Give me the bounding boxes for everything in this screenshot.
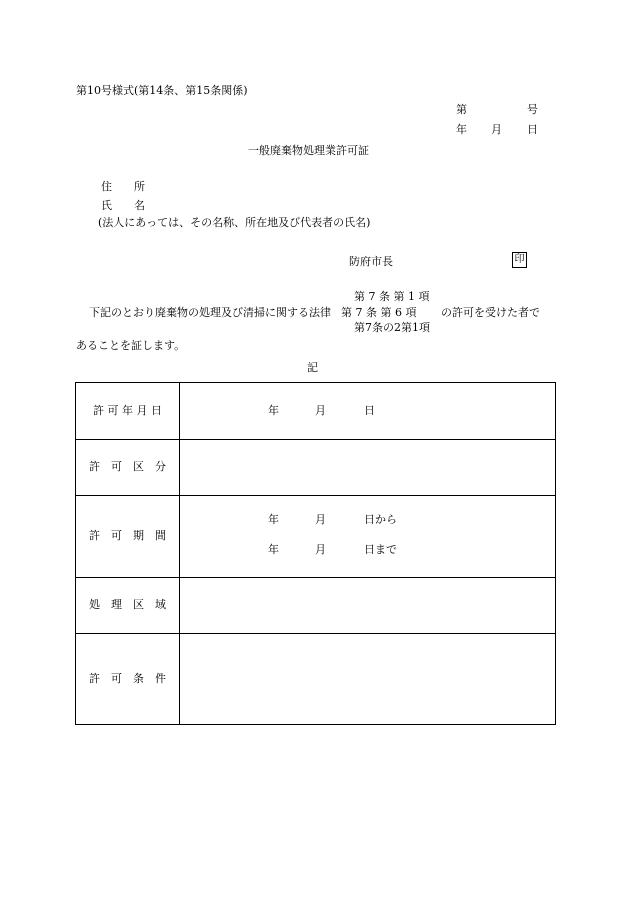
row-label-permit-date: 許 可 年 月 日: [93, 404, 162, 417]
mayor-title: 防府市長: [349, 255, 393, 268]
table-row-divider: [76, 577, 555, 578]
row-label-processing-area: 処 理 区 域: [89, 598, 166, 611]
form-label: 第10号様式(第14条、第15条関係): [76, 84, 248, 97]
article-line-2: 第 7 条 第 6 項: [341, 306, 417, 319]
row-label-permit-conditions: 許 可 条 件: [89, 672, 166, 685]
permit-date-day: 日: [364, 404, 375, 417]
table-row-divider: [76, 439, 555, 440]
article-line-3: 第7条の2第1項: [354, 321, 430, 334]
table-row-divider: [76, 495, 555, 496]
document-title: 一般廃棄物処理業許可証: [248, 144, 369, 157]
period-from-day: 日から: [364, 513, 397, 526]
name-label: 氏 名: [101, 199, 145, 212]
permit-date-month: 月: [315, 404, 326, 417]
ki-heading: 記: [307, 361, 318, 374]
number-suffix: 号: [527, 103, 538, 116]
period-to-day: 日まで: [364, 543, 397, 556]
row-label-permit-category: 許 可 区 分: [89, 460, 166, 473]
period-to-year: 年: [268, 543, 279, 556]
body-continuation: あることを証します。: [76, 339, 186, 352]
period-from-month: 月: [315, 513, 326, 526]
period-to-month: 月: [315, 543, 326, 556]
article-line-1: 第 7 条 第 1 項: [354, 290, 430, 303]
permit-date-year: 年: [268, 404, 279, 417]
seal-mark: 印: [512, 252, 527, 268]
number-prefix: 第: [456, 103, 467, 116]
period-from-year: 年: [268, 513, 279, 526]
corporation-note: (法人にあっては、その名称、所在地及び代表者の氏名): [98, 216, 371, 229]
table-column-divider: [179, 383, 180, 724]
table-row-divider: [76, 633, 555, 634]
issue-date-month: 月: [491, 123, 502, 136]
body-main-prefix: 下記のとおり廃棄物の処理及び清掃に関する法律: [89, 306, 331, 319]
body-main-suffix: の許可を受けた者で: [441, 306, 540, 319]
address-label: 住 所: [101, 180, 145, 193]
issue-date-day: 日: [527, 123, 538, 136]
row-label-permit-period: 許 可 期 間: [89, 529, 166, 542]
issue-date-year: 年: [456, 123, 467, 136]
permit-details-table: [75, 382, 556, 725]
